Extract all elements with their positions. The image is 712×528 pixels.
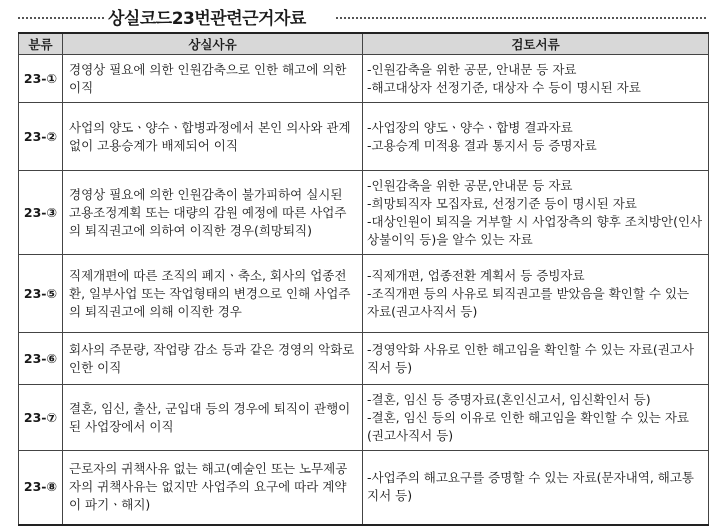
header-reason: 상실사유 bbox=[63, 33, 363, 55]
doc-line: -인원감축을 위한 공문,안내문 등 자료 bbox=[367, 177, 573, 193]
table-row bbox=[19, 55, 709, 103]
row-docs bbox=[363, 103, 709, 171]
doc-line: -해고대상자 선정기준, 대상자 수 등이 명시된 자료 bbox=[367, 79, 641, 95]
title-bar bbox=[18, 4, 706, 30]
doc-line: -사업장의 양도ㆍ양수ㆍ합병 결과자료 bbox=[367, 119, 573, 135]
row-code: 23-⑦ bbox=[19, 385, 63, 451]
table-row bbox=[19, 333, 709, 385]
row-reason: 직제개편에 따른 조직의 폐지ㆍ축소, 회사의 업종전환, 일부사업 또는 작업형태의 변경으로 인해 사업주의 퇴직권고에 의해 이직한 경우 bbox=[63, 255, 363, 333]
row-reason: 회사의 주문량, 작업량 감소 등과 같은 경영의 악화로 인한 이직 bbox=[63, 333, 363, 385]
table-row bbox=[19, 255, 709, 333]
doc-line: -결혼, 임신 등 증명자료(혼인신고서, 임신확인서 등) bbox=[367, 391, 651, 407]
table-row bbox=[19, 451, 709, 525]
doc-line: -사업주의 해고요구를 증명할 수 있는 자료(문자내역, 해고통지서 등) bbox=[367, 470, 695, 504]
doc-line: -결혼, 임신 등의 이유로 인한 해고임을 확인할 수 있는 자료(권고사직서 등) bbox=[367, 409, 689, 443]
row-docs bbox=[363, 171, 709, 255]
row-reason: 결혼, 임신, 출산, 군입대 등의 경우에 퇴직이 관행이 된 사업장에서 이직 bbox=[63, 385, 363, 451]
row-docs bbox=[363, 333, 709, 385]
row-reason: 근로자의 귀책사유 없는 해고(예술인 또는 노무제공자의 귀책사유는 없지만 사업주의 요구에 따라 계약이 파기ㆍ해지) bbox=[63, 451, 363, 525]
doc-line: -인원감축을 위한 공문, 안내문 등 자료 bbox=[367, 61, 577, 77]
reason-table bbox=[18, 32, 709, 526]
row-code: 23-② bbox=[19, 103, 63, 171]
doc-line: -고용승계 미적용 결과 통지서 등 증명자료 bbox=[367, 137, 597, 153]
doc-line: -조직개편 등의 사유로 퇴직권고를 받았음을 확인할 수 있는 자료(권고사직서 등) bbox=[367, 285, 690, 319]
row-docs bbox=[363, 55, 709, 103]
table-row bbox=[19, 171, 709, 255]
row-code: 23-③ bbox=[19, 171, 63, 255]
table-row bbox=[19, 103, 709, 171]
title-dots-left bbox=[18, 17, 104, 19]
row-docs bbox=[363, 385, 709, 451]
row-code: 23-⑥ bbox=[19, 333, 63, 385]
table-header-row bbox=[19, 33, 709, 55]
row-code: 23-① bbox=[19, 55, 63, 103]
doc-line: -직제개편, 업종전환 계획서 등 증빙자료 bbox=[367, 267, 585, 283]
table-row bbox=[19, 385, 709, 451]
row-reason: 경영상 필요에 의한 인원감축이 불가피하여 실시된 고용조정계획 또는 대량의 감원 예정에 따른 사업주의 퇴직권고에 의하여 이직한 경우(희망퇴직) bbox=[63, 171, 363, 255]
row-code: 23-⑤ bbox=[19, 255, 63, 333]
header-code: 분류 bbox=[19, 33, 63, 55]
row-docs bbox=[363, 255, 709, 333]
doc-line: -대상인원이 퇴직을 거부할 시 사업장측의 향후 조치방안(인사상불이익 등)을 알수 있는 자료 bbox=[367, 213, 703, 247]
doc-line: -경영악화 사유로 인한 해고임을 확인할 수 있는 자료(권고사직서 등) bbox=[367, 341, 695, 375]
row-reason: 경영상 필요에 의한 인원감축으로 인한 해고에 의한 이직 bbox=[63, 55, 363, 103]
row-code: 23-⑧ bbox=[19, 451, 63, 525]
row-docs bbox=[363, 451, 709, 525]
page-title: 상실코드23번관련근거자료 bbox=[108, 9, 306, 29]
header-docs: 검토서류 bbox=[363, 33, 709, 55]
doc-line: -희망퇴직자 모집자료, 선정기준 등이 명시된 자료 bbox=[367, 195, 637, 211]
title-dots-right bbox=[336, 17, 706, 19]
row-reason: 사업의 양도ㆍ양수ㆍ합병과정에서 본인 의사와 관계없이 고용승계가 배제되어 이직 bbox=[63, 103, 363, 171]
